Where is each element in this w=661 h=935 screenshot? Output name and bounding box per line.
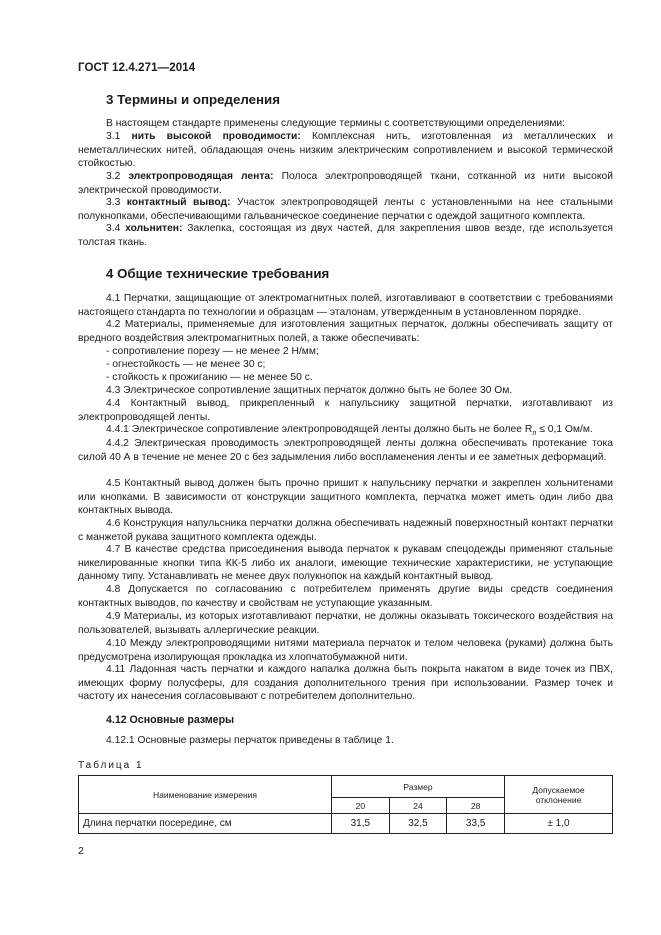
paragraph-4-6: 4.6 Конструкция напульсника перчатки должна обеспечивать надежный поверхностный контакт перчатки с манжетой рукава защитного комплекта одежды.: [78, 518, 613, 543]
term-name: нить высокой проводимости:: [131, 131, 301, 142]
subscript: л: [532, 430, 537, 438]
header-tolerance: [505, 776, 613, 814]
subsection-4-12-title: 4.12 Основные размеры: [106, 714, 235, 726]
document-header: ГОСТ 12.4.271—2014: [78, 62, 196, 74]
section-4-title: 4 Общие технические требования: [106, 266, 330, 281]
term-number: 3.2: [106, 171, 121, 182]
table-caption: Таблица 1: [78, 760, 144, 771]
term-definition: Участок электропроводящей ленты с установленными на нее стальными полукнопками, обеспечивающими гальваническое соединение перчатки с одеждой защитного комплекта.: [78, 197, 613, 222]
paragraph-4-9: 4.9 Материалы, из которых изготавливают перчатки, не должны оказывать токсического воздействия на пользователей, вызывать аллергические реакции.: [78, 611, 613, 636]
header-size: Размер: [332, 776, 505, 798]
row-tolerance: ± 1,0: [505, 814, 613, 834]
paragraph-4-4-2: 4.4.2 Электрическая проводимость электропроводящей ленты должна обеспечивать протекание тока силой 40 А в течение не менее 20 с без задымления либо воспламенения ленты и ее заметных деформаций.: [78, 438, 613, 463]
paragraph-4-11: 4.11 Ладонная часть перчатки и каждого напалка должна быть покрыта накатом в виде точек из ПВХ, имеющих форму полусферы, для создания дополнительного трения при использовании. Размер точек и частоту их нанесения согласовывают с потребителем дополнительно.: [78, 664, 613, 702]
term-3-3: [78, 196, 613, 223]
term-name: электропроводящая лента:: [128, 171, 274, 182]
size-column: 24: [389, 798, 447, 814]
term-definition: Полоса электропроводящей ткани, сотканной из нити высокой электрической проводимости.: [78, 171, 613, 196]
header-tolerance-line: Допускаемое: [532, 784, 585, 795]
size-column: 28: [447, 798, 505, 814]
text: 4.4.1 Электрическое сопротивление электропроводящей ленты должно быть не более R: [106, 424, 533, 435]
list-item: - стойкость к прожиганию — не менее 50 с.: [106, 372, 313, 383]
paragraph-4-4: 4.4 Контактный вывод, прикрепленный к напульснику защитной перчатки, изготавливают из электропроводящей ленты.: [78, 398, 613, 423]
row-value: 31,5: [332, 814, 390, 834]
row-value: 33,5: [447, 814, 505, 834]
page-number: 2: [78, 845, 84, 857]
term-3-1: [78, 130, 613, 171]
paragraph-4-3: 4.3 Электрическое сопротивление защитных перчаток должно быть не более 30 Ом.: [106, 385, 513, 396]
paragraph-4-8: 4.8 Допускается по согласованию с потребителем применять другие виды средств соединения контактных выводов, по качеству и свойствам не уступающие указанным.: [78, 584, 613, 609]
section-3-intro: В настоящем стандарте применены следующие термины с соответствующими определениями:: [106, 118, 566, 129]
row-label: Длина перчатки посередине, см: [79, 814, 332, 834]
size-column: 20: [332, 798, 390, 814]
paragraph-4-10: 4.10 Между электропроводящими нитями материала перчаток и телом человека (руками) должна быть предусмотрена изолирующая прокладка из хлопчатобумажной нити.: [78, 638, 613, 663]
term-3-2: [78, 170, 613, 197]
row-value: 32,5: [389, 814, 447, 834]
term-number: 3.3: [106, 197, 121, 208]
term-name: хольнитен:: [125, 223, 183, 234]
paragraph-4-1: 4.1 Перчатки, защищающие от электромагнитных полей, изготавливают в соответствии с требованиями настоящего стандарта по технологии и образцам — эталонам, утвержденным в установленном порядке.: [78, 293, 613, 318]
dimensions-table: [78, 775, 613, 834]
paragraph-4-12-1: 4.12.1 Основные размеры перчаток приведены в таблице 1.: [106, 735, 394, 746]
list-item: - огнестойкость — не менее 30 с;: [106, 359, 266, 370]
term-3-4: [78, 222, 613, 249]
paragraph-4-2: 4.2 Материалы, применяемые для изготовления защитных перчаток, должны обеспечивать защиту от вредного воздействия электромагнитных полей, а также обеспечивать:: [78, 319, 613, 344]
term-name: контактный вывод:: [126, 197, 231, 208]
list-item: - сопротивление порезу — не менее 2 Н/мм;: [106, 346, 319, 357]
paragraph-4-7: 4.7 В качестве средства присоединения вывода перчаток к рукавам спецодежды применяют стальные никелированные кнопки типа КК-5 либо их аналоги, имеющие технические характеристики, не уступающие данному типу. Устанавливать не менее двух полукнопок на каждый контактный вывод.: [78, 544, 613, 582]
term-number: 3.4: [106, 223, 121, 234]
term-number: 3.1: [106, 131, 121, 142]
term-definition: Заклепка, состоящая из двух частей, для закрепления швов везде, где используется толстая ткань.: [78, 223, 613, 248]
table-row: [79, 814, 613, 834]
term-definition: Комплексная нить, изготовленная из металлических и неметаллических нитей, обладающая очень низким электрическим сопротивлением и высокой термической стойкостью.: [78, 131, 613, 169]
paragraph-4-5: 4.5 Контактный вывод должен быть прочно пришит к напульснику перчатки и закреплен хольнитенами или кнопками. В зависимости от конструкции защитного комплекта, перчатка может иметь один либо два контактных вывода.: [78, 478, 613, 516]
header-measurement: Наименование измерения: [79, 776, 332, 814]
section-3-title: 3 Термины и определения: [106, 92, 280, 107]
header-tolerance-line: отклонение: [535, 794, 582, 805]
text: ≤ 0,1 Ом/м.: [536, 424, 593, 435]
